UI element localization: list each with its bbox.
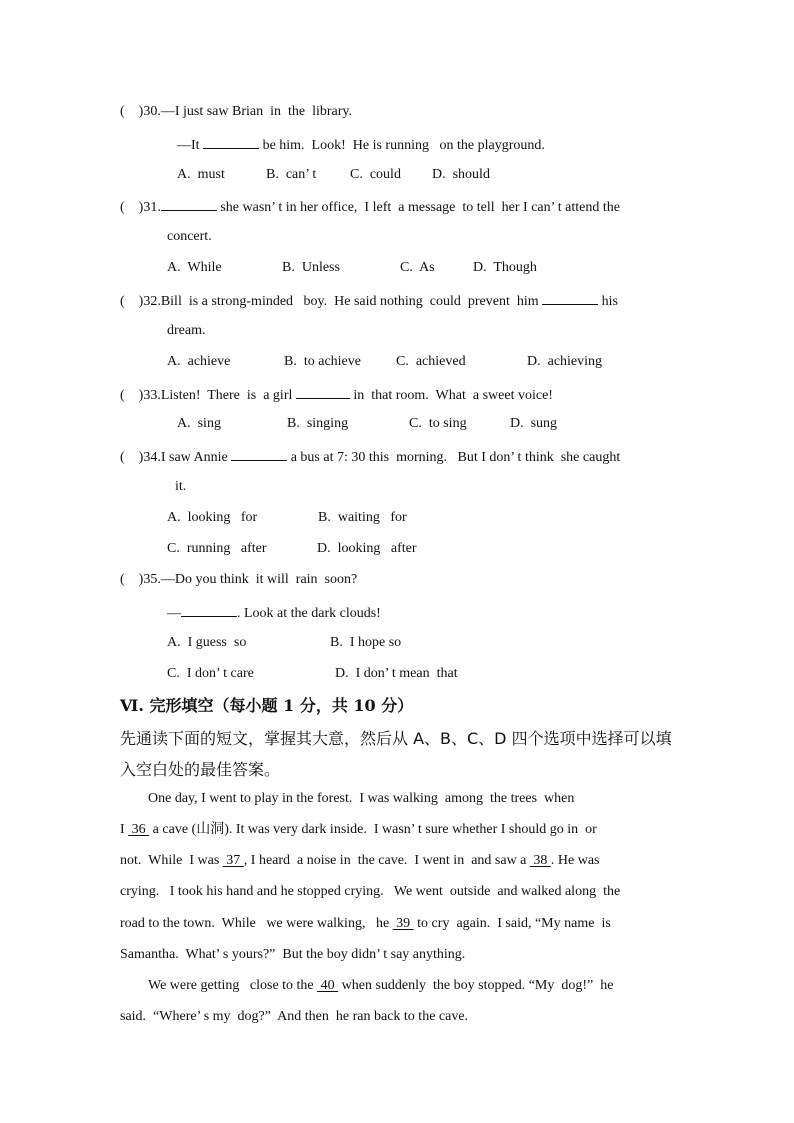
question-number: 33.: [143, 388, 161, 403]
answer-paren[interactable]: ( ): [120, 294, 144, 309]
question-32: [120, 292, 618, 310]
option-d[interactable]: D. I don’ t mean that: [335, 666, 458, 681]
option-b[interactable]: B. waiting for: [318, 510, 407, 525]
passage-text: We were getting close to the: [148, 978, 314, 993]
passage-text: a cave (山洞). It was very dark inside. I wasn’ t sure whether I should go in or: [149, 822, 597, 837]
question-text: in that room. What a sweet voice!: [353, 388, 553, 403]
option-a[interactable]: A. I guess so: [167, 635, 247, 650]
passage-line: crying. I took his hand and he stopped crying. We went outside and walked along the: [120, 884, 621, 899]
answer-paren[interactable]: ( ): [120, 104, 144, 119]
question-text: . Look at the dark clouds!: [237, 606, 381, 621]
question-text: be him. Look! He is running on the playground.: [262, 138, 545, 153]
option-a[interactable]: A. must: [177, 167, 225, 182]
answer-blank[interactable]: [231, 448, 287, 461]
answer-paren[interactable]: ( ): [120, 388, 144, 403]
section-instruction: 入空白处的最佳答案。: [120, 760, 281, 779]
question-text: a bus at 7: 30 this morning. But I don’ t think she caught: [290, 450, 621, 465]
question-31: [120, 198, 620, 216]
question-number: 35.: [143, 572, 161, 587]
option-c[interactable]: C. could: [350, 167, 401, 182]
answer-blank[interactable]: [542, 292, 598, 305]
option-b[interactable]: B. can’ t: [266, 167, 317, 182]
question-text: I saw Annie: [160, 450, 228, 465]
answer-blank[interactable]: [181, 604, 237, 617]
question-text: she wasn’ t in her office, I left a message to tell her I can’ t attend the: [220, 200, 620, 215]
passage-line: One day, I went to play in the forest. I was walking among the trees when: [148, 791, 575, 806]
option-d[interactable]: D. should: [432, 167, 490, 182]
question-30-line2: [177, 136, 545, 154]
option-d[interactable]: D. sung: [510, 416, 558, 431]
passage-text: , I heard a noise in the cave. I went in and saw a: [243, 853, 527, 868]
question-text: —It: [177, 138, 200, 153]
question-text: his: [601, 294, 618, 309]
option-a[interactable]: A. sing: [177, 416, 221, 431]
question-number: 30.: [143, 104, 161, 119]
question-number: 34.: [143, 450, 161, 465]
question-35: [120, 572, 357, 588]
question-text: Bill is a strong-minded boy. He said nothing could prevent him: [160, 294, 539, 309]
passage-line: said. “Where’ s my dog?” And then he ran back to the cave.: [120, 1009, 469, 1024]
option-d[interactable]: D. achieving: [527, 354, 603, 369]
question-33: [120, 386, 553, 404]
question-text: —: [167, 606, 181, 621]
passage-line: [120, 853, 600, 869]
passage-line: [148, 978, 613, 994]
passage-text: when suddenly the boy stopped. “My dog!” he: [338, 978, 614, 993]
blank-36[interactable]: 36: [128, 822, 150, 837]
question-text: —Do you think it will rain soon?: [160, 572, 358, 587]
answer-paren[interactable]: ( ): [120, 572, 144, 587]
question-number: 32.: [143, 294, 161, 309]
question-32-line2: dream.: [167, 323, 206, 338]
passage-text: to cry again. I said, “My name is: [413, 916, 611, 931]
option-b[interactable]: B. to achieve: [284, 354, 361, 369]
option-c[interactable]: C. I don’ t care: [167, 666, 254, 681]
passage-line: [120, 916, 611, 932]
option-a[interactable]: A. While: [167, 260, 222, 275]
section-title: Ⅵ. 完形填空（每小题 1 分，共 10 分）: [120, 696, 414, 715]
answer-paren[interactable]: ( ): [120, 200, 144, 215]
answer-blank[interactable]: [203, 136, 259, 149]
question-34: [120, 448, 620, 466]
blank-39[interactable]: 39: [392, 916, 414, 931]
passage-text: road to the town. While we were walking, he: [120, 916, 390, 931]
blank-38[interactable]: 38: [529, 853, 551, 868]
option-c[interactable]: C. achieved: [396, 354, 466, 369]
option-b[interactable]: B. singing: [287, 416, 349, 431]
blank-37[interactable]: 37: [222, 853, 244, 868]
passage-text: . He was: [550, 853, 600, 868]
option-c[interactable]: C. running after: [167, 541, 267, 556]
answer-blank[interactable]: [296, 386, 350, 399]
option-b[interactable]: B. I hope so: [330, 635, 402, 650]
option-a[interactable]: A. looking for: [167, 510, 258, 525]
question-30: [120, 104, 352, 120]
option-c[interactable]: C. to sing: [409, 416, 467, 431]
question-number: 31.: [143, 200, 161, 215]
answer-blank[interactable]: [161, 198, 217, 211]
passage-line: Samantha. What’ s yours?” But the boy didn’ t say anything.: [120, 947, 466, 962]
section-instruction: 先通读下面的短文，掌握其大意，然后从 A、B、C、D 四个选项中选择可以填: [120, 729, 672, 748]
option-b[interactable]: B. Unless: [282, 260, 340, 275]
question-text: —I just saw Brian in the library.: [160, 104, 352, 119]
question-34-line2: it.: [175, 479, 187, 494]
passage-text: not. While I was: [120, 853, 220, 868]
question-31-line2: concert.: [167, 229, 212, 244]
question-35-line2: [167, 604, 381, 622]
option-c[interactable]: C. As: [400, 260, 435, 275]
passage-line: [120, 822, 597, 838]
blank-40[interactable]: 40: [317, 978, 339, 993]
option-d[interactable]: D. Though: [473, 260, 537, 275]
option-d[interactable]: D. looking after: [317, 541, 417, 556]
option-a[interactable]: A. achieve: [167, 354, 231, 369]
question-text: Listen! There is a girl: [160, 388, 293, 403]
answer-paren[interactable]: ( ): [120, 450, 144, 465]
passage-text: I: [120, 822, 125, 837]
